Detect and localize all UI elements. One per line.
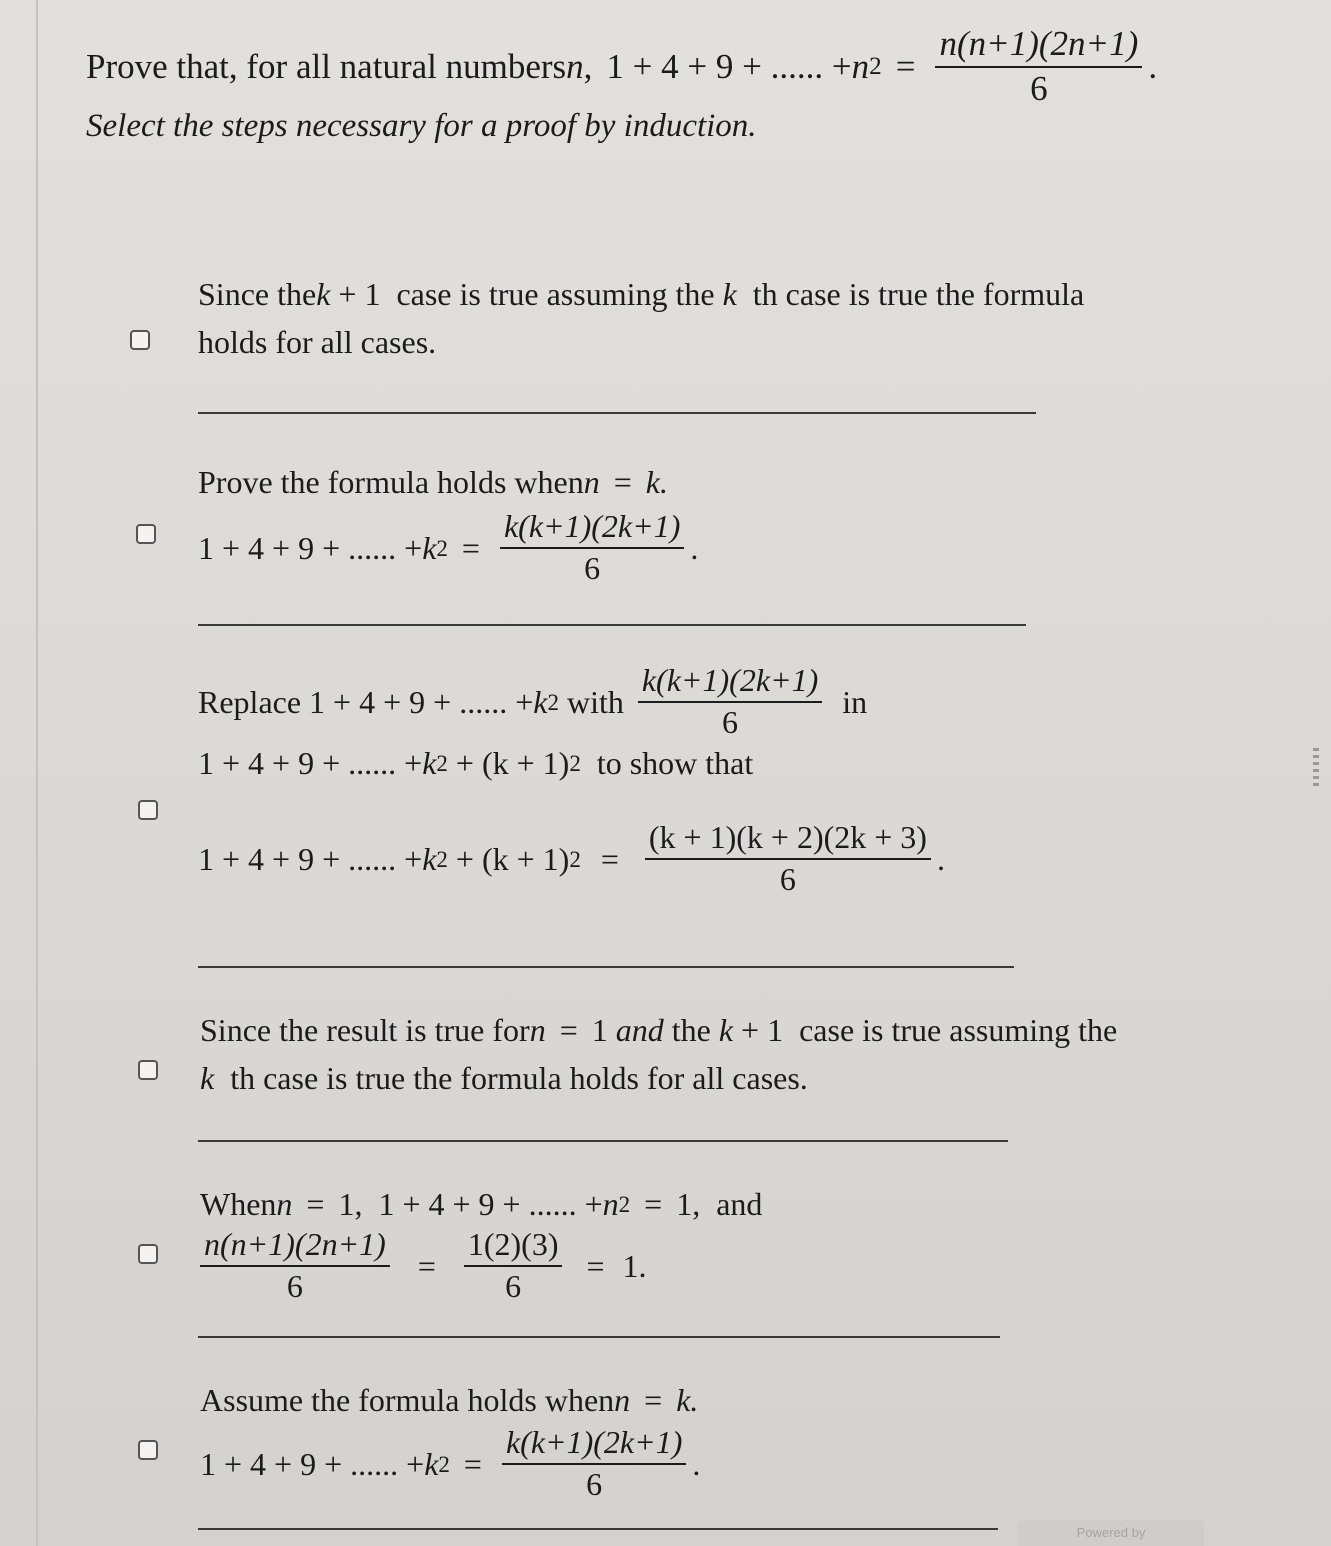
divider <box>198 624 1026 626</box>
option-1-text: Since the k + 1 case is true assuming the k th case is true the formula holds for all cases. <box>198 276 1085 360</box>
option-6-checkbox[interactable] <box>138 1440 158 1460</box>
divider <box>198 1140 1008 1142</box>
option-4-text: Since the result is true for n = 1 and the k + 1 case is true assuming the k th case is true the formula holds for all cases. <box>200 1012 1118 1096</box>
question-instruction: Select the steps necessary for a proof by induction. <box>86 108 757 144</box>
option-4-checkbox[interactable] <box>138 1060 158 1080</box>
question-fraction: $\frac{n(n+1)(2n+1)}{6}$ <box>935 26 1142 108</box>
option-2-text: Prove the formula holds when n = k. 1 + 4 + 9 + ...... + k 2 = $\frac{k(k+1)(2k+1)}{6}$ . <box>198 464 699 586</box>
divider <box>198 1528 998 1530</box>
divider <box>198 966 1014 968</box>
powered-by-badge[interactable]: Powered by <box>1018 1520 1204 1546</box>
question-title: Prove that, for all natural numbers n , 1 + 4 + 9 + ...... + n 2 = $\frac{n(n+1)(2n+1)}{6}$ . <box>86 24 1158 108</box>
divider <box>198 1336 1000 1338</box>
option-5-checkbox[interactable] <box>138 1244 158 1264</box>
option-2-checkbox[interactable] <box>136 524 156 544</box>
option-6-text: Assume the formula holds when n = k. 1 + 4 + 9 + ...... + k 2 = $\frac{k(k+1)(2k+1)}{6}$ . <box>200 1382 701 1502</box>
scroll-handle[interactable] <box>1313 748 1319 788</box>
option-5-text: When n = 1, 1 + 4 + 9 + ...... + n 2 = 1, and $\frac{n(n+1)(2n+1)}{6}$ = $\frac{1(2)(3)}{6}$ = 1. <box>200 1186 763 1304</box>
option-3-text: Replace 1 + 4 + 9 + ...... + k 2 with $\frac{k(k+1)(2k+1)}{6}$ in 1 + 4 + 9 + ...... + k 2 + (k + 1) 2 to show that 1 + 4 + 9 + ...... + k 2 + (k + 1) 2 = $\frac{(k + 1)(k + 2)(2k + 3)}{6}$ . <box>198 662 945 897</box>
option-1-checkbox[interactable] <box>130 330 150 350</box>
divider <box>198 412 1036 414</box>
option-3-checkbox[interactable] <box>138 800 158 820</box>
left-border <box>36 0 38 1546</box>
